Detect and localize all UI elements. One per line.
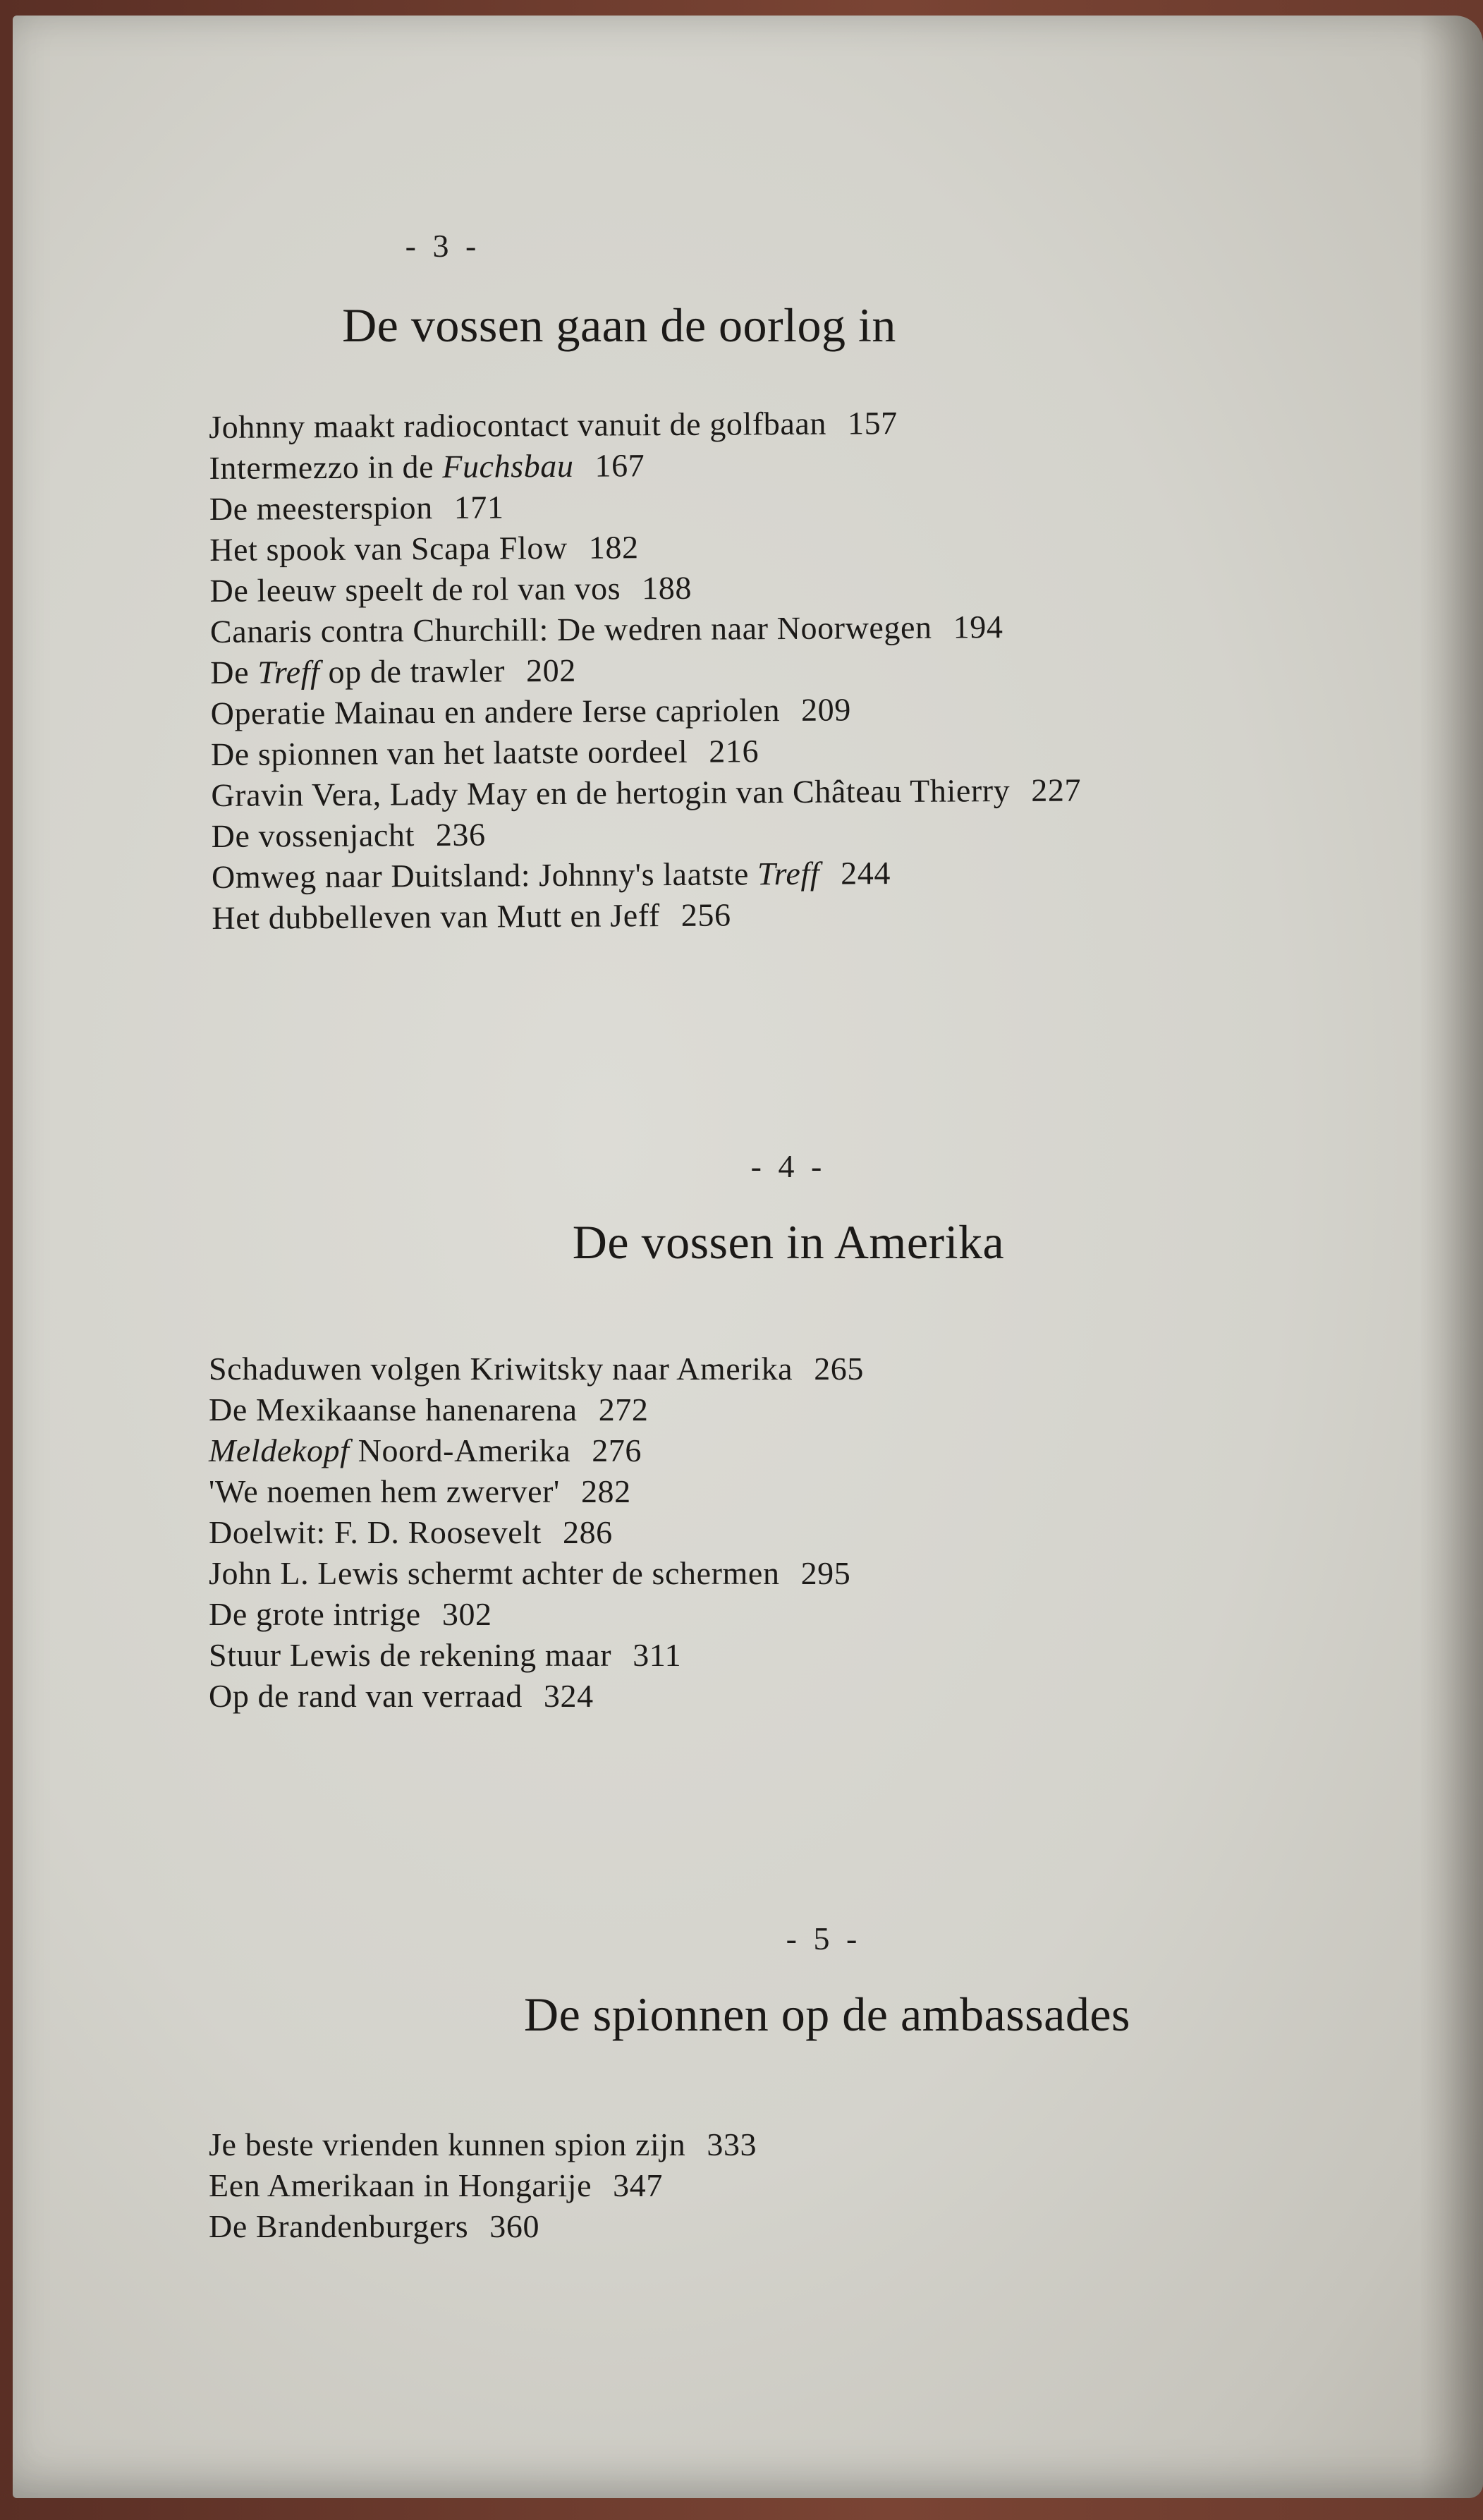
entry-title-rest: Noord-Amerika [349,1432,571,1468]
entry-page-number: 194 [953,609,1003,645]
toc-entry [209,565,1080,611]
entry-title: De vossenjacht [211,817,415,854]
toc-entry [210,606,1080,652]
entry-title-italic: Treff [757,855,820,892]
entry-title: De Mexikaanse hanenarena [209,1392,578,1428]
entry-title: Je beste vrienden kunnen spion zijn [209,2126,686,2162]
toc-entry [209,442,1079,489]
entry-page-number: 244 [841,855,891,891]
toc-entry [209,2124,757,2165]
entry-page-number: 282 [580,1473,631,1509]
entry-page-number: 265 [814,1351,865,1387]
toc-entry [210,647,1080,693]
entry-page-number: 171 [453,489,504,525]
toc-entry [209,2206,757,2247]
entry-title: Het dubbelleven van Mutt en Jeff [212,897,660,936]
entry-title-italic: Fuchsbau [442,447,574,485]
entry-title-italic: Meldekopf [209,1432,350,1468]
entry-page-number: 286 [562,1514,613,1550]
entry-title: De leeuw speelt de rol van vos [209,570,621,609]
chapter-number: - 3 - [405,228,481,264]
entry-title: Op de rand van verraad [209,1678,523,1714]
chapter-number: - 5 - [786,1921,862,1956]
entry-page-number: 333 [707,2126,757,2162]
entry-page-number: 324 [543,1678,594,1714]
chapter-entries [209,401,1082,939]
chapter-title: De vossen in Amerika [572,1215,1005,1269]
toc-entry [209,1553,864,1594]
entry-title: Schaduwen volgen Kriwitsky naar Amerika [209,1351,793,1387]
entry-title: Doelwit: F. D. Roosevelt [209,1514,542,1550]
chapter-entries [209,2124,757,2247]
entry-page-number: 167 [594,447,645,484]
entry-title: Een Amerikaan in Hongarije [209,2167,592,2203]
entry-title: Gravin Vera, Lady May en de hertogin van Château Thierry [211,772,1011,813]
toc-entry [212,851,1082,898]
toc-entry [209,1594,864,1635]
entry-page-number: 311 [633,1637,682,1673]
entry-page-number: 272 [598,1392,649,1428]
entry-title: Canaris contra Churchill: De wedren naar Noorwegen [209,609,932,650]
entry-title: Het spook van Scapa Flow [209,529,568,568]
entry-page-number: 227 [1031,772,1082,808]
toc-entry [211,729,1081,775]
toc-entry [209,1349,864,1389]
entry-page-number: 347 [613,2167,663,2203]
toc-entry [209,1430,864,1471]
entry-page-number: 256 [681,896,731,933]
toc-entry [212,892,1082,939]
chapter-title: De vossen gaan de oorlog in [342,298,896,352]
toc-entry [209,1676,864,1717]
entry-page-number: 302 [441,1596,492,1632]
chapter-title: De spionnen op de ambassades [523,1988,1130,2041]
toc-entry [209,1471,864,1512]
entry-page-number: 188 [642,569,692,607]
toc-entry [211,769,1081,816]
entry-page-number: 157 [847,405,898,442]
toc-entry [209,1512,864,1553]
entry-page-number: 182 [588,529,639,566]
book-page [13,16,1483,2498]
toc-entry [209,1635,864,1676]
entry-title: Stuur Lewis de rekening maar [209,1637,612,1673]
entry-page-number: 209 [800,691,852,728]
entry-title: 'We noemen hem zwerver' [209,1473,560,1509]
entry-title: Operatie Mainau en andere Ierse capriolen [210,692,781,731]
entry-title: De spionnen van het laatste oordeel [210,733,688,772]
entry-title: Johnny maakt radiocontact vanuit de golfbaan [209,405,827,445]
toc-entry [209,1389,864,1430]
toc-entry [209,483,1080,530]
entry-title: Intermezzo in de [209,448,443,486]
entry-title: De [210,654,258,690]
entry-page-number: 295 [800,1555,851,1591]
toc-entry [209,524,1080,571]
toc-entry [209,2165,757,2206]
chapter-number: - 4 - [750,1148,826,1184]
entry-title: Omweg naar Duitsland: Johnny's laatste [211,856,758,895]
toc-entry [212,810,1082,857]
entry-title: John L. Lewis schermt achter de schermen [209,1555,780,1591]
entry-page-number: 276 [592,1432,642,1468]
entry-title: De grote intrige [209,1596,421,1632]
toc-entry [210,688,1080,734]
entry-title-italic: Treff [257,654,320,690]
entry-page-number: 360 [489,2208,540,2244]
chapter-entries [209,1349,864,1717]
toc-entry [209,401,1079,448]
entry-title: De meesterspion [209,489,433,527]
entry-title: De Brandenburgers [209,2208,469,2244]
entry-page-number: 236 [435,816,486,853]
entry-title-rest: op de trawler [319,652,506,690]
entry-page-number: 216 [709,733,759,769]
entry-page-number: 202 [525,652,576,689]
